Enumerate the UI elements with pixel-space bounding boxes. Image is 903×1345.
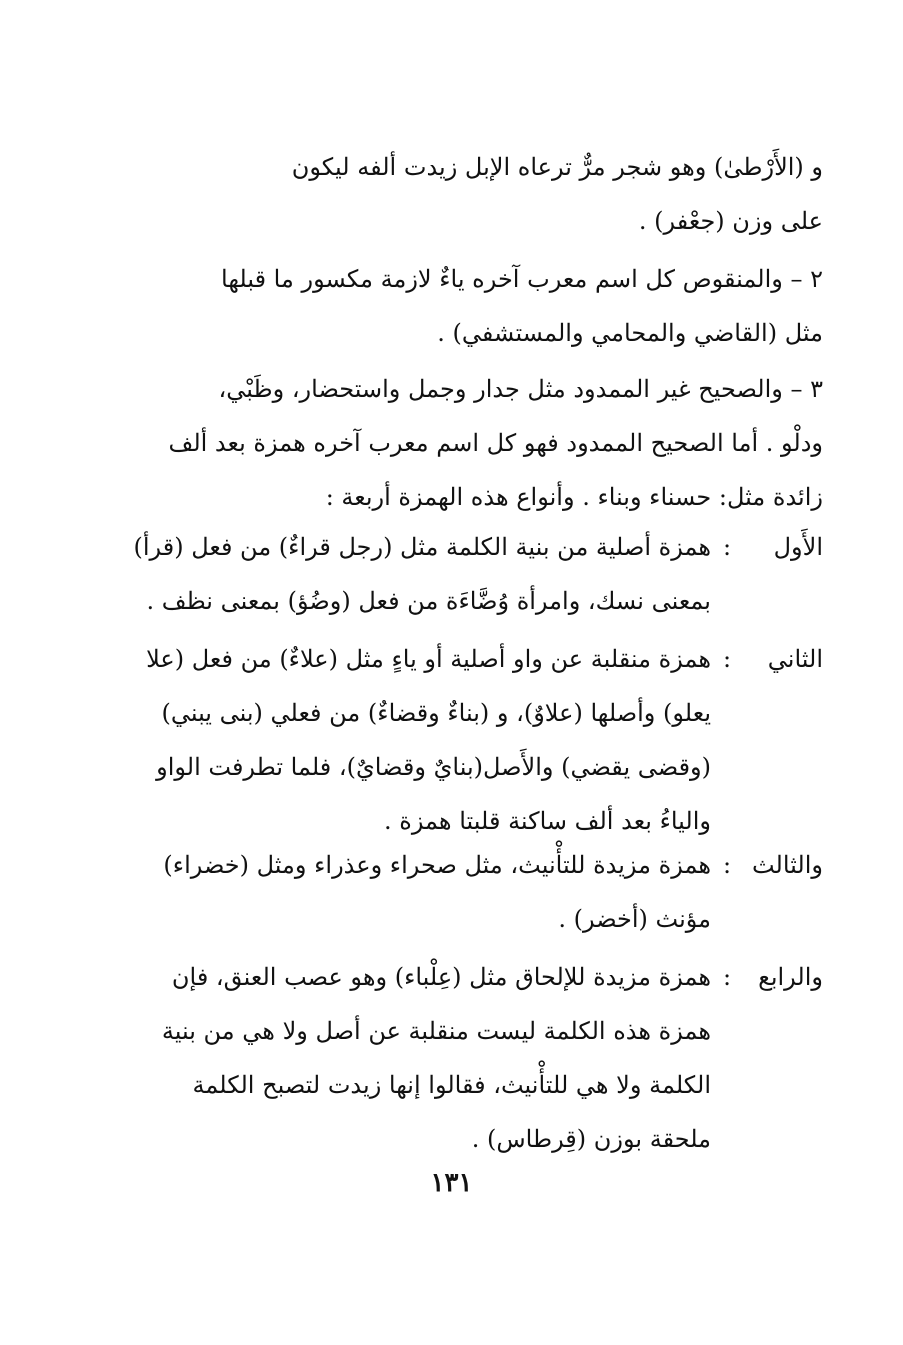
hamza-type-colon: : [722, 533, 732, 561]
hamza-type-line: ملحقة بوزن (قِرطاس) . [471, 1125, 711, 1153]
hamza-type-line: همزة هذه الكلمة ليست منقلبة عن أصل ولا هي من بنية [161, 1017, 711, 1045]
hamza-type-term: الثاني [767, 645, 823, 673]
hamza-type-line: همزة مزيدة للإلحاق مثل (عِلْباء) وهو عصب العنق، فإن [171, 963, 711, 991]
paragraph-line: ودلْو . أما الصحيح الممدود فهو كل اسم معرب آخره همزة بعد ألف [168, 429, 823, 457]
hamza-type-line: همزة أصلية من بنية الكلمة مثل (رجل قراءٌ) من فعل (قرأ) [133, 533, 711, 561]
hamza-type-line: مؤنث (أخضر) . [558, 905, 711, 933]
hamza-type-colon: : [722, 963, 732, 991]
hamza-type-body [133, 520, 711, 628]
hamza-type-colon: : [722, 851, 732, 879]
hamza-type-body [151, 950, 711, 1166]
paragraph-line: و (الأَرْطىٰ) وهو شجر مرٌّ ترعاه الإبل زيدت ألفه ليكون [291, 153, 823, 181]
hamza-type-term: والرابع [758, 963, 823, 991]
hamza-type-line: بمعنى نسك، وامرأة وُضَّاءَة من فعل (وضُؤ) بمعنى نظف . [146, 587, 711, 615]
hamza-type-line: يعلو) وأصلها (علاوٌ)، و (بناءٌ وقضاءٌ) من فعلي (بنى يبني) [161, 699, 711, 727]
paragraph-artaa [155, 140, 823, 248]
paragraph-line: مثل (القاضي والمحامي والمستشفي) . [437, 319, 823, 347]
hamza-type-line: همزة مزيدة للتأْنيث، مثل صحراء وعذراء ومثل (خضراء) [163, 851, 711, 879]
paragraph-line: ٣ – والصحيح غير الممدود مثل جدار وجمل واستحضار، وظَبْي، [218, 375, 823, 403]
hamza-type-body [146, 632, 711, 848]
hamza-type-line: (وقضى يقضي) والأَصل(بنايٌ وقضايٌ)، فلما تطرفت الواو [156, 753, 711, 781]
hamza-type-line: والياءُ بعد ألف ساكنة قلبتا همزة . [383, 807, 711, 835]
hamza-type-term: الأَول [773, 533, 823, 561]
hamza-type-line: الكلمة ولا هي للتأْنيث، فقالوا إنها زيدت لتصبح الكلمة [192, 1071, 711, 1099]
page-number: ١٣١ [430, 1168, 473, 1198]
hamza-type-line: همزة منقلبة عن واو أصلية أو ياءٍ مثل (علاءٌ) من فعل (علا [146, 645, 711, 673]
paragraph-manqus [155, 252, 823, 360]
paragraph-line: زائدة مثل: حسناء وبناء . وأنواع هذه الهمزة أربعة : [325, 483, 823, 511]
paragraph-sahih [155, 362, 823, 524]
hamza-type-term: والثالث [751, 851, 823, 879]
paragraph-line: على وزن (جعْفر) . [638, 207, 823, 235]
paragraph-line: ٢ – والمنقوص كل اسم معرب آخره ياءٌ لازمة مكسور ما قبلها [221, 265, 823, 293]
hamza-type-colon: : [722, 645, 732, 673]
hamza-type-body [151, 838, 711, 946]
